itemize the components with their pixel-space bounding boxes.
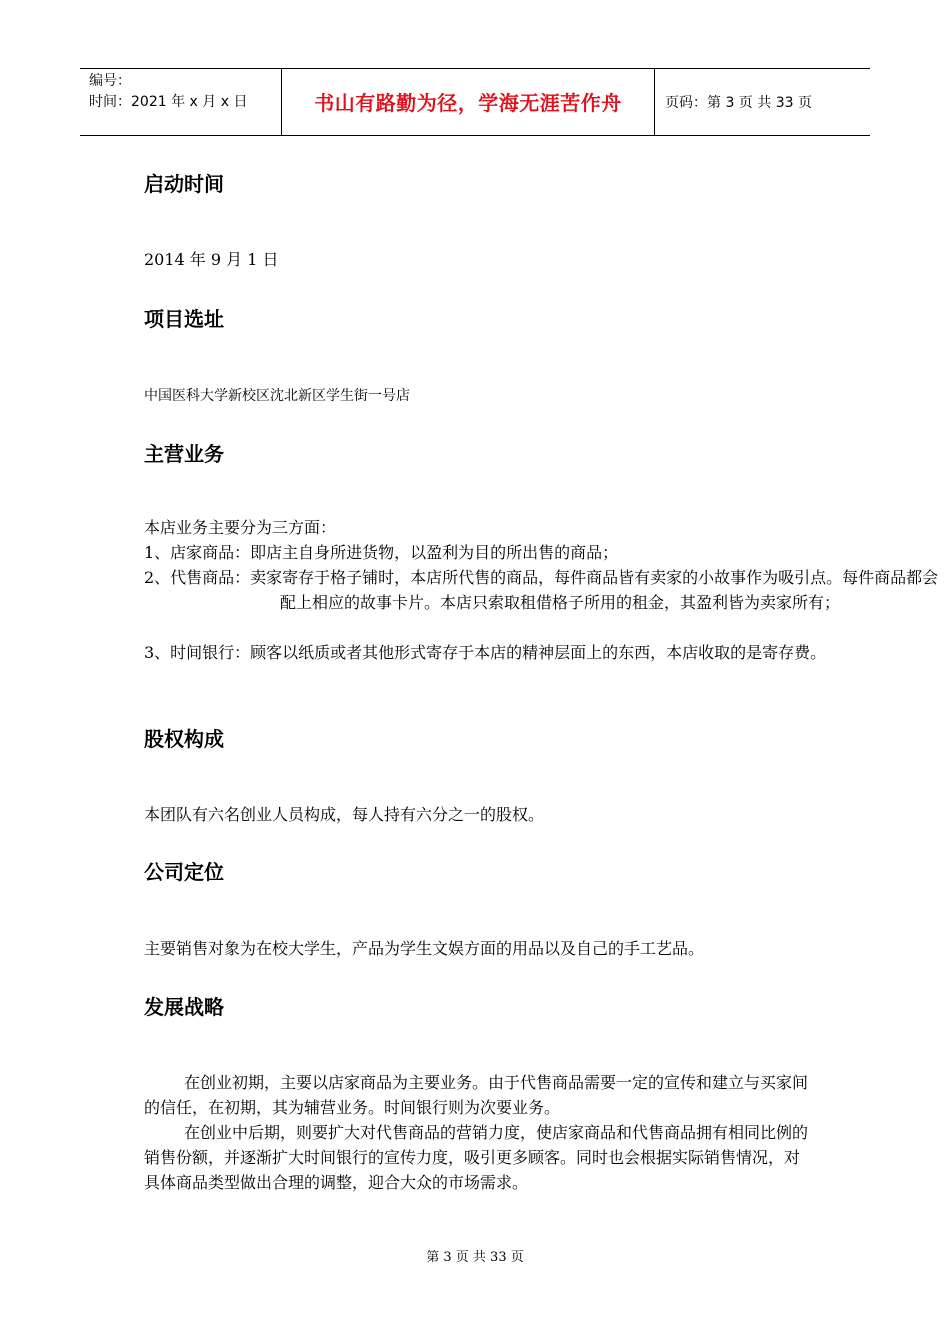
header-time-label: 时间：2021 年 x 月 x 日 (89, 94, 248, 110)
business-item-1: 1、店家商品：即店主自身所进货物，以盈利为目的所出售的商品； (144, 543, 619, 562)
header-motto: 书山有路勤为径，学海无涯苦作舟 (282, 69, 655, 135)
header-page-label: 页码：第 3 页 共 33 页 (665, 95, 812, 111)
business-item-3: 3、时间银行：顾客以纸质或者其他形式寄存于本店的精神层面上的东西，本店收取的是寄存费。 (144, 643, 827, 662)
section-title-start: 启动时间 (144, 172, 224, 196)
strategy-paragraph-1: 在创业初期，主要以店家商品为主要业务。由于代售商品需要一定的宣传和建立与买家间的信任，在初期，其为辅营业务。时间银行则为次要业务。 (144, 1073, 809, 1117)
section-title-business: 主营业务 (144, 442, 224, 466)
section-title-strategy: 发展战略 (144, 995, 224, 1019)
document-header (80, 68, 870, 136)
section-text-equity: 本团队有六名创业人员构成，每人持有六分之一的股权。 (144, 805, 545, 824)
section-text-site: 中国医科大学新校区沈北新区学生街一号店 (144, 388, 410, 404)
header-code-label: 编号： (89, 73, 131, 89)
section-title-site: 项目选址 (144, 307, 224, 331)
section-text-position: 主要销售对象为在校大学生，产品为学生文娱方面的用品以及自己的手工艺品。 (144, 939, 705, 958)
section-title-equity: 股权构成 (144, 727, 224, 751)
section-text-start: 2014 年 9 月 1 日 (144, 250, 279, 269)
section-title-position: 公司定位 (144, 860, 224, 884)
business-item-2: 2、代售商品：卖家寄存于格子铺时，本店所代售的商品，每件商品皆有卖家的小故事作为吸引点。每件商品都会配上相应的故事卡片。本店只索取租借格子所用的租金，其盈利皆为卖家所有； (144, 568, 939, 612)
business-intro: 本店业务主要分为三方面： (144, 518, 337, 537)
strategy-paragraph-2: 在创业中后期，则要扩大对代售商品的营销力度，使店家商品和代售商品拥有相同比例的销售份额，并逐渐扩大时间银行的宣传力度，吸引更多顾客。同时也会根据实际销售情况，对具体商品类型做出合理的调整，迎合大众的市场需求。 (144, 1123, 809, 1192)
page-footer: 第 3 页 共 33 页 (426, 1250, 524, 1265)
header-meta (80, 69, 282, 135)
